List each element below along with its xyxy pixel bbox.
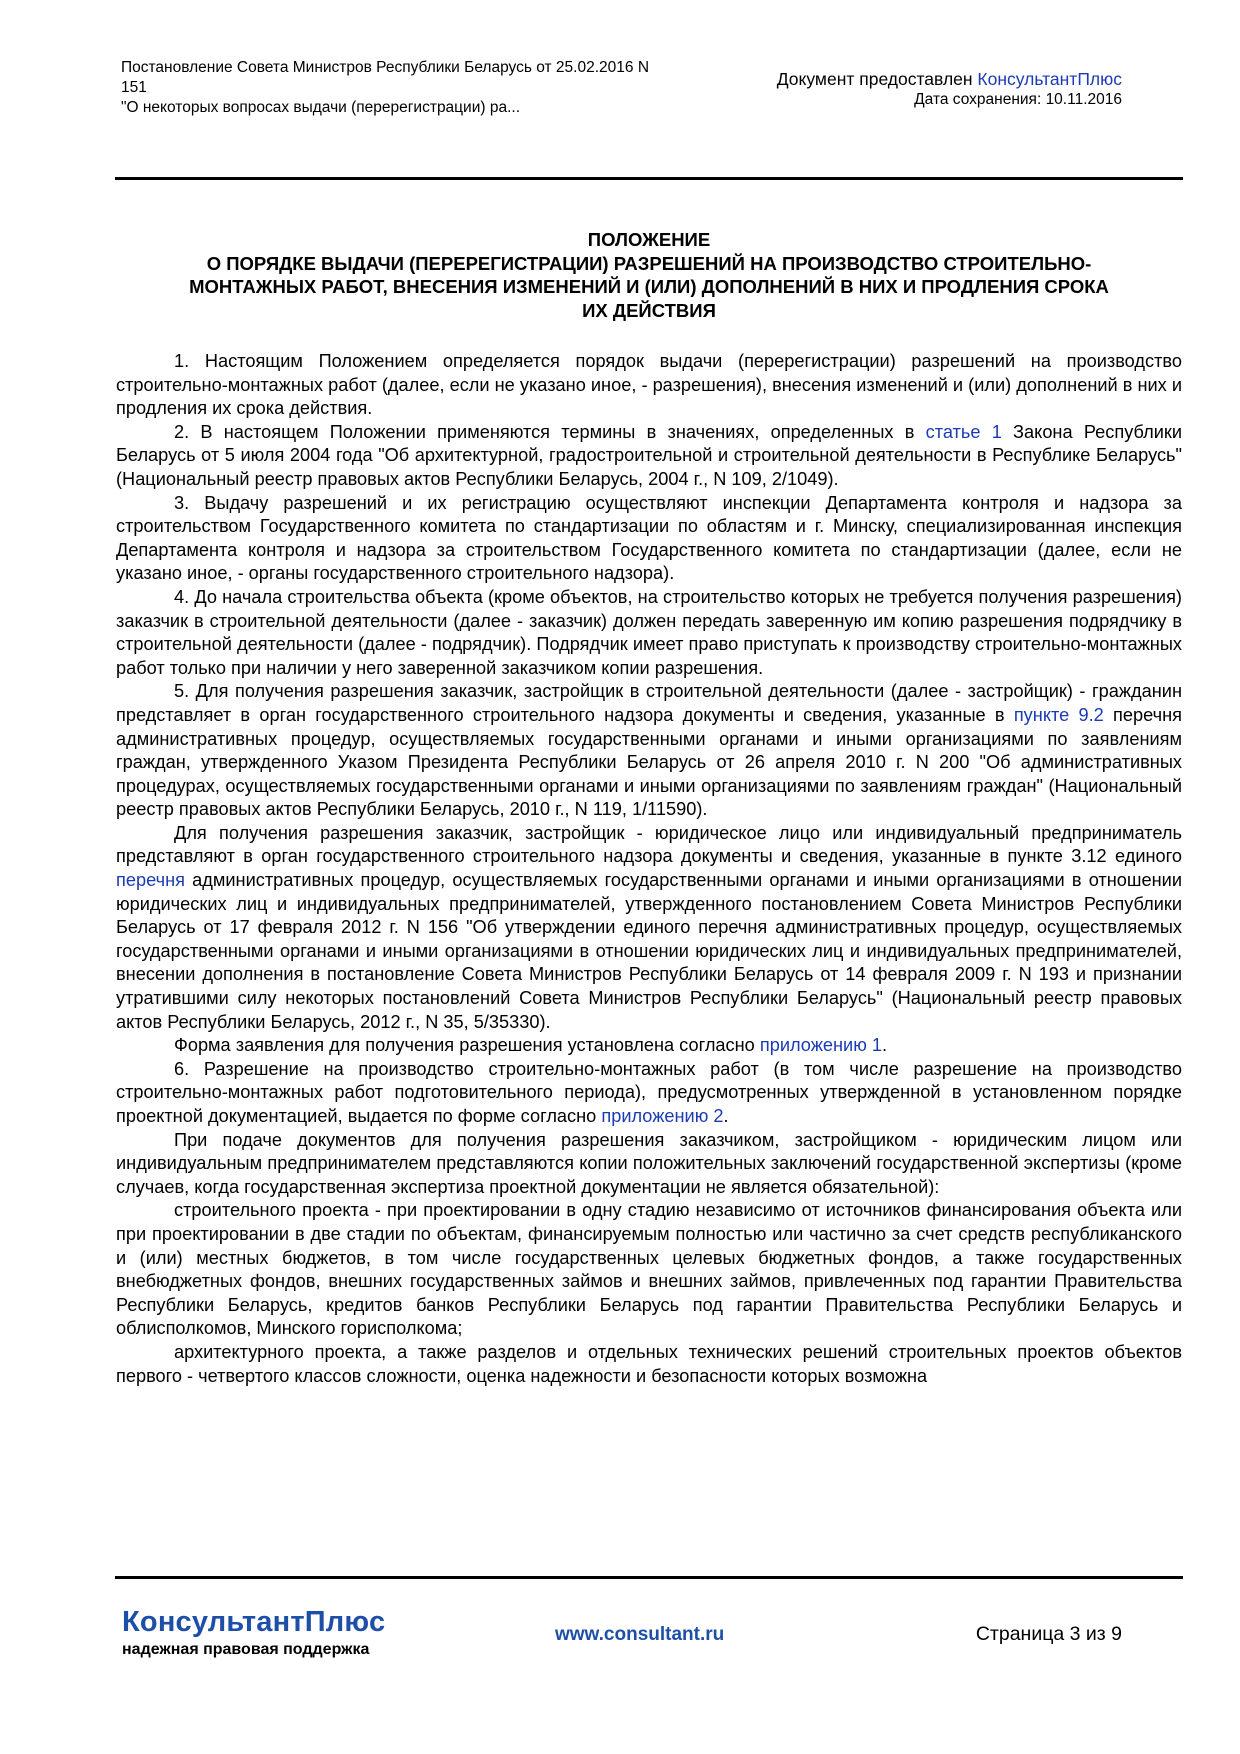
title-line-4: ИХ ДЕЙСТВИЯ: [582, 299, 716, 321]
logo-tagline: надежная правовая поддержка: [122, 1641, 370, 1658]
paragraph-4: 4. До начала строительства объекта (кроме объектов, на строительство которых не требуется получения разрешения) заказчик в строительной деятельности (далее - заказчик) должен передать заверенную им копию разрешения подрядчику в строительной деятельности (далее - подрядчик). Подрядчик имеет право приступать к производству строительно-монтажных работ только при наличии у него заверенной заказчиком копии разрешения.: [116, 586, 1182, 678]
paragraph-7-text-a: Форма заявления для получения разрешения установлена согласно: [174, 1035, 760, 1056]
provider-brand-link[interactable]: КонсультантПлюс: [977, 69, 1122, 89]
paragraph-6-text-a: Для получения разрешения заказчик, застройщик - юридическое лицо или индивидуальный предприниматель представляют в орган государственного строительного надзора документы и сведения, указанные в пункте 3.12 единого: [116, 822, 1182, 867]
document-title: [115, 228, 1183, 322]
header-line-1: Постановление Совета Министров Республики Беларусь от 25.02.2016 N: [121, 59, 650, 76]
paragraph-8-text-a: 6. Разрешение на производство строительно-монтажных работ (в том числе разрешение на производство строительно-монтажных работ подготовительного периода), предусмотренных утвержденной в установленном порядке проектной документацией, выдается по форме согласно: [116, 1058, 1182, 1126]
paragraph-5-text-b: перечня административных процедур, осуществляемых государственными органами и иными организациями по заявлениям граждан, утвержденного Указом Президента Республики Беларусь от 26 апреля 2010 г. N 200 "Об административных процедурах, осуществляемых государственными органами и иными организациями по заявлениям граждан" (Национальный реестр правовых актов Республики Беларусь, 2010 г., N 119, 1/11590).: [116, 704, 1182, 820]
paragraph-7-text-b: .: [882, 1035, 888, 1056]
paragraph-6: [116, 822, 1182, 1034]
paragraph-2-text-b: Закона Республики Беларусь от 5 июля 2004 года "Об архитектурной, градостроительной и строительной деятельности в Республике Беларусь" (Национальный реестр правовых актов Республики Беларусь, 2004 г., N 109, 2/1049).: [116, 421, 1182, 489]
paragraph-3: 3. Выдачу разрешений и их регистрацию осуществляют инспекции Департамента контроля и надзора за строительством Государственного комитета по стандартизации по областям и г. Минску, специализированная инспекция Департамента контроля и надзора за строительством Государственного комитета по стандартизации (далее, если не указано иное, - органы государственного строительного надзора).: [116, 492, 1182, 584]
document-header-title: [121, 58, 711, 118]
paragraph-5: [116, 680, 1182, 822]
paragraph-1: 1. Настоящим Положением определяется порядок выдачи (перерегистрации) разрешений на производство строительно-монтажных работ (далее, если не указано иное, - разрешения), внесения изменений и (или) дополнений в них и продления их срока действия.: [116, 351, 1182, 419]
consultant-logo: [122, 1606, 385, 1659]
paragraph-11: архитектурного проекта, а также разделов и отдельных технических решений строительных проектов объектов первого - четвертого классов сложности, оценка надежности и безопасности которых возможна: [116, 1341, 1182, 1386]
paragraph-2-text-a: 2. В настоящем Положении применяются термины в значениях, определенных в: [174, 421, 926, 442]
header-line-2: 151: [121, 79, 147, 96]
paragraph-8: [116, 1058, 1182, 1129]
paragraph-10: строительного проекта - при проектировании в одну стадию независимо от источников финансирования объекта или при проектировании в две стадии по объектам, финансируемым полностью или частично за счет средств республиканского и (или) местных бюджетов, в том числе государственных целевых бюджетных фондов, а также государственных внебюджетных фондов, внешних государственных займов и внешних займов, привлеченных под гарантии Правительства Республики Беларусь, кредитов банков Республики Беларусь под гарантии Правительства Республики Беларусь и облисполкомов, Минского горисполкома;: [116, 1200, 1182, 1339]
paragraph-8-text-b: .: [723, 1106, 729, 1126]
website-link[interactable]: www.consultant.ru: [555, 1624, 725, 1645]
paragraph-9: При подаче документов для получения разрешения заказчиком, застройщиком - юридическим лицом или индивидуальным предпринимателем представляются копии положительных заключений государственной экспертизы (кроме случаев, когда государственная экспертиза проектной документации не является обязательной):: [116, 1129, 1182, 1197]
list-link[interactable]: перечня: [116, 870, 185, 891]
paragraph-2: [116, 421, 1182, 492]
provided-prefix: Документ предоставлен: [776, 69, 978, 89]
paragraph-7: [116, 1034, 1182, 1058]
article-1-link[interactable]: статье 1: [925, 421, 1002, 442]
provided-by: [777, 68, 1122, 90]
save-date: Дата сохранения: 10.11.2016: [914, 91, 1122, 108]
title-line-2: О ПОРЯДКЕ ВЫДАЧИ (ПЕРЕРЕГИСТРАЦИИ) РАЗРЕШЕНИЙ НА ПРОИЗВОДСТВО СТРОИТЕЛЬНО-: [206, 252, 1092, 274]
footer-divider: [115, 1576, 1183, 1579]
paragraph-6-text-b: административных процедур, осуществляемых государственными органами и иными организациями в отношении юридических лиц и индивидуальных предпринимателей, утвержденного постановлением Совета Министров Республики Беларусь от 17 февраля 2012 г. N 156 "Об утверждении единого перечня административных процедур, осуществляемых государственными органами и иными организациями в отношении юридических лиц и индивидуальных предпринимателей, внесении дополнения в постановление Совета Министров Республики Беларусь от 14 февраля 2009 г. N 193 и признании утратившими силу некоторых постановлений Совета Министров Республики Беларусь" (Национальный реестр правовых актов Республики Беларусь, 2012 г., N 35, 5/35330).: [116, 870, 1182, 1032]
clause-9-2-link[interactable]: пункте 9.2: [1013, 704, 1104, 725]
header-line-3: "О некоторых вопросах выдачи (перерегистрации) ра...: [121, 99, 521, 116]
paragraph-5-text-a: 5. Для получения разрешения заказчик, застройщик в строительной деятельности (далее - застройщик) - гражданин представляет в орган государственного строительного надзора документы и сведения, указанные в: [116, 681, 1182, 725]
appendix-2-link[interactable]: приложению 2: [601, 1106, 724, 1126]
document-provider-info: [777, 68, 1122, 110]
header-divider: [115, 177, 1183, 180]
logo-main-text: КонсультантПлюс: [122, 1606, 386, 1638]
title-line-3: МОНТАЖНЫХ РАБОТ, ВНЕСЕНИЯ ИЗМЕНЕНИЙ И (ИЛИ) ДОПОЛНЕНИЙ В НИХ И ПРОДЛЕНИЯ СРОКА: [189, 276, 1109, 297]
appendix-1-link[interactable]: приложению 1: [759, 1035, 883, 1056]
document-body: [116, 350, 1182, 1388]
page-number: Страница 3 из 9: [975, 1623, 1122, 1645]
title-line-1: ПОЛОЖЕНИЕ: [587, 229, 711, 250]
